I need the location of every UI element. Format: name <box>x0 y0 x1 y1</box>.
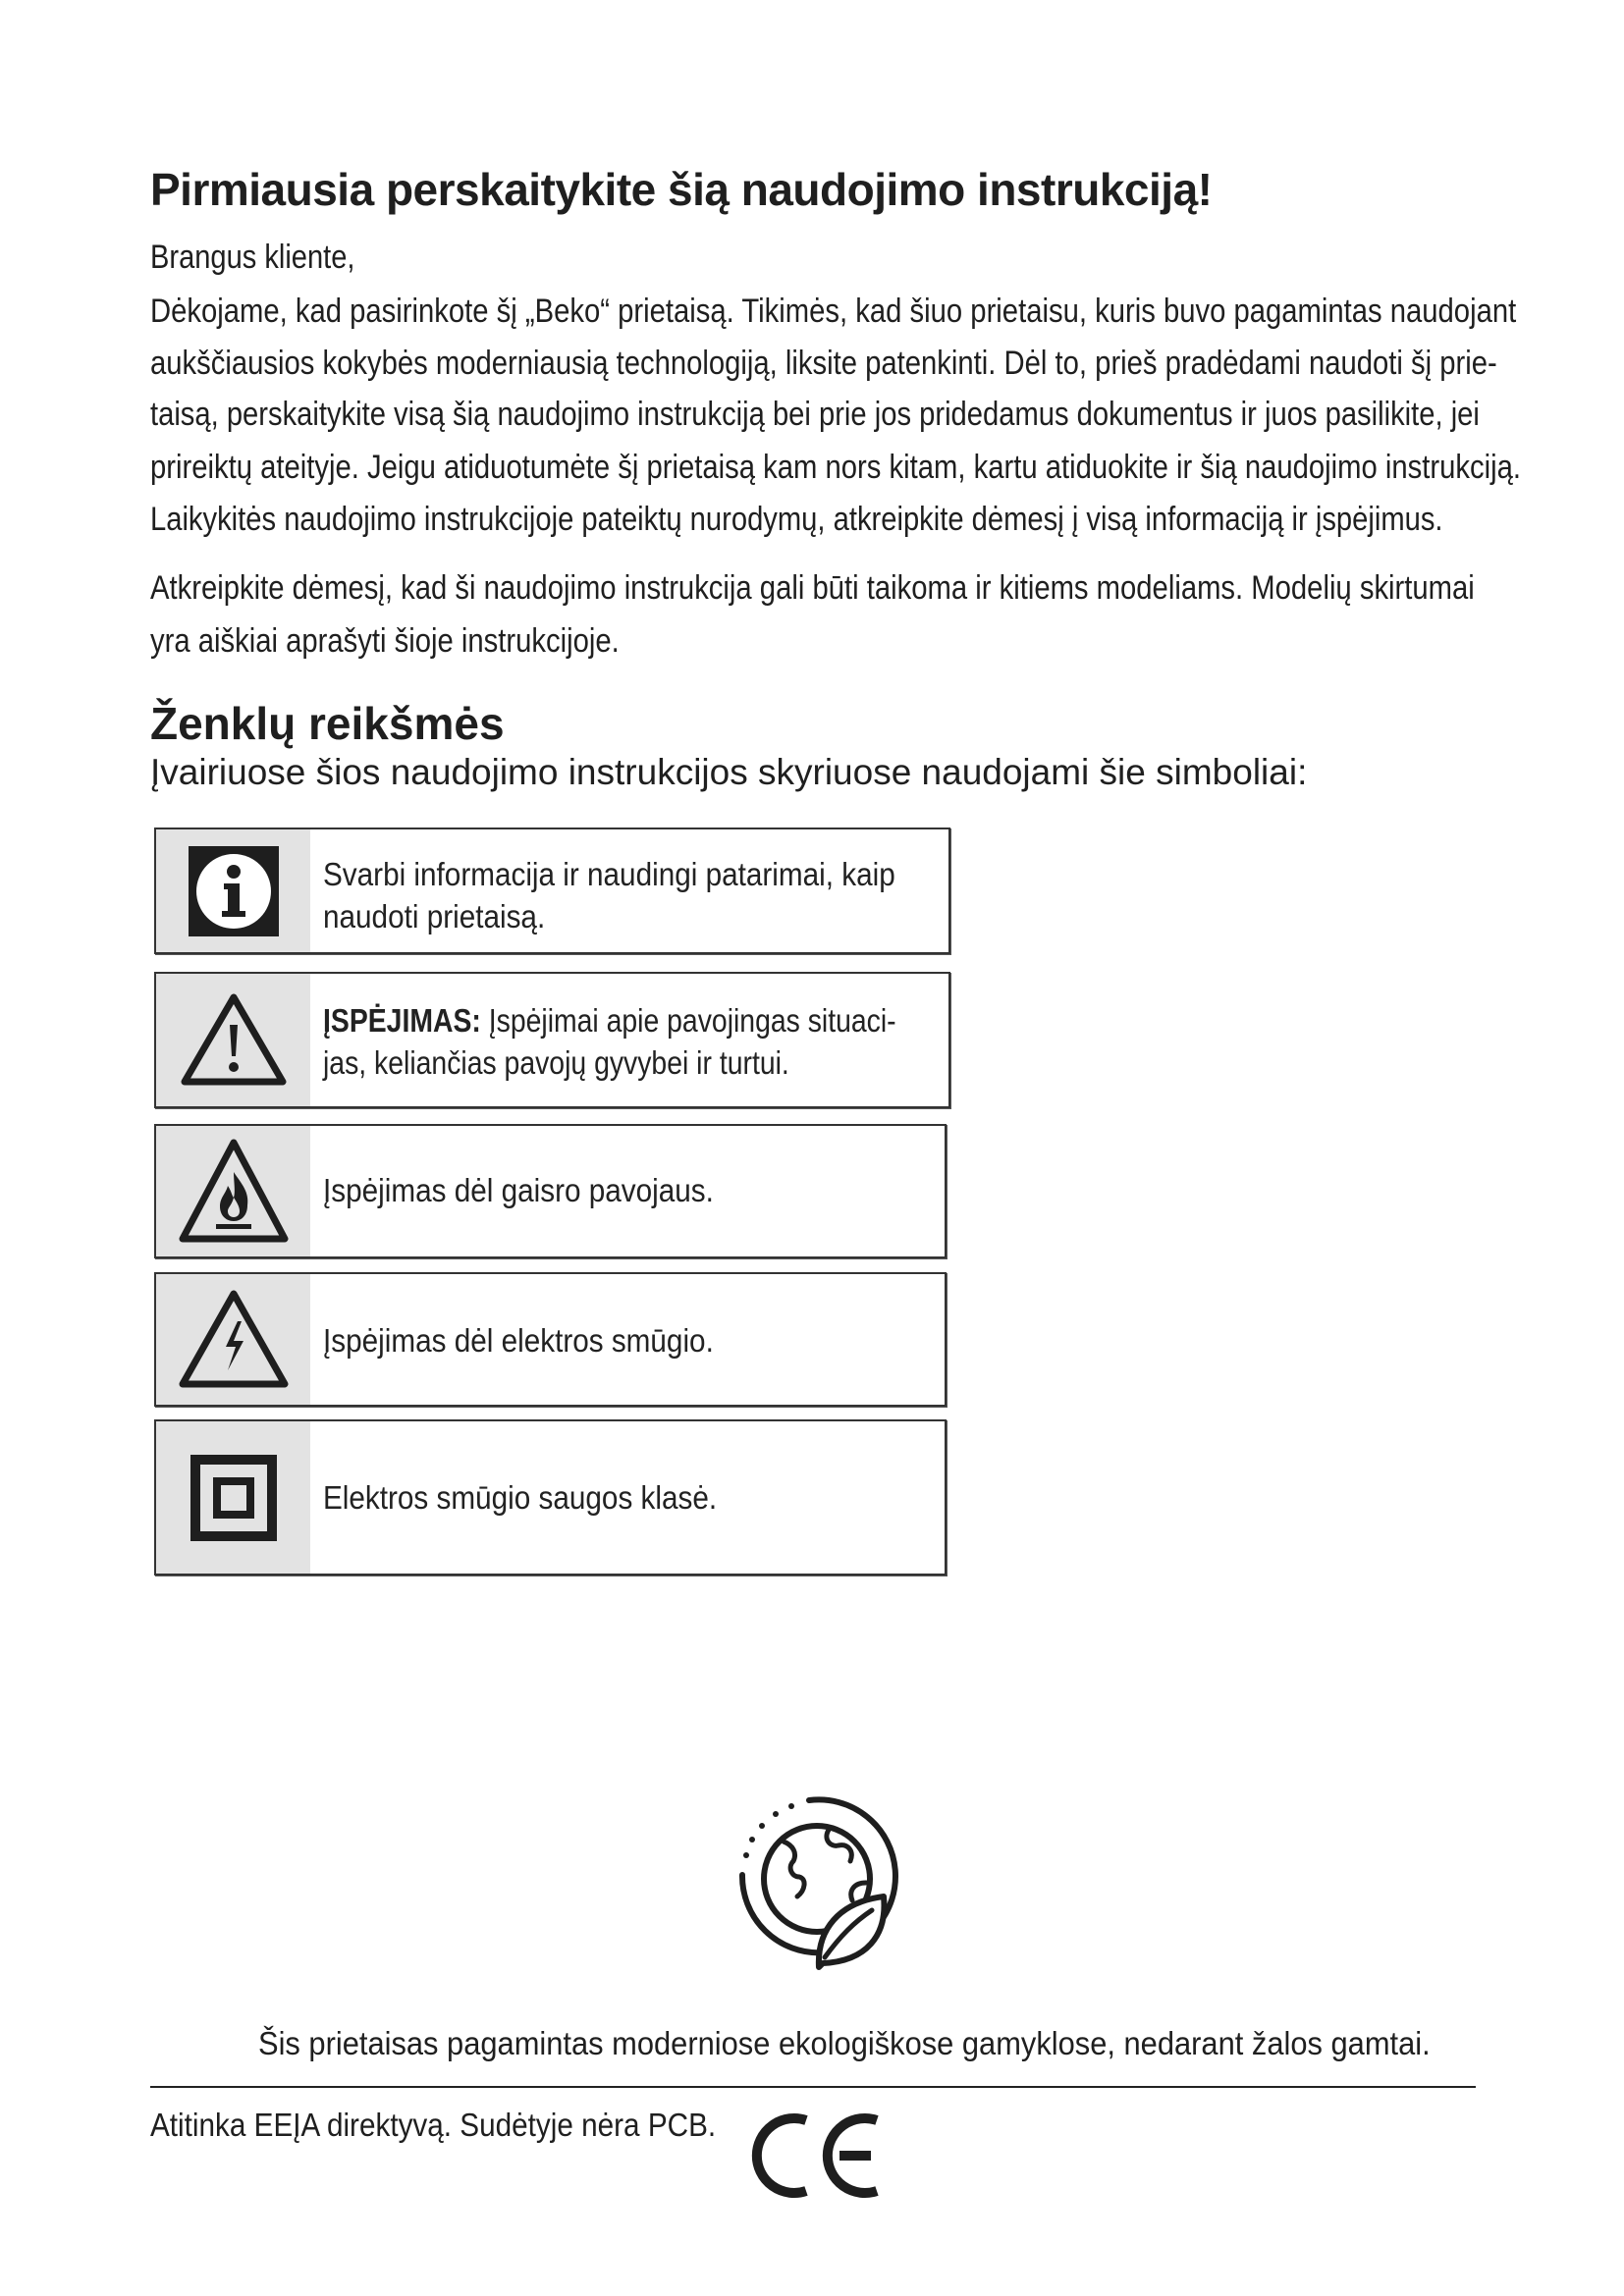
intro-line: aukščiausios kokybės moderniausią technologiją, liksite patenkinti. Dėl to, prieš pradėdami naudoti šį prie- <box>150 345 1497 382</box>
protection-class-icon <box>156 1421 310 1574</box>
symbols-subheading: Įvairiuose šios naudojimo instrukcijos skyriuose naudojami šie simboliai: <box>150 752 1308 792</box>
divider <box>150 2086 1476 2088</box>
note-line: Atkreipkite dėmesį, kad ši naudojimo instrukcija gali būti taikoma ir kitiems modeliams. Modelių skirtumai <box>150 569 1475 607</box>
intro-line: prireiktų ateityje. Jeigu atiduotumėte šį prietaisą kam nors kitam, kartu atiduokite ir šią naudojimo instrukciją. <box>150 449 1522 486</box>
compliance-note: Atitinka EEĮA direktyvą. Sudėtyje nėra PCB. <box>150 2107 717 2143</box>
symbol-row-protection-class <box>154 1419 947 1575</box>
electric-shock-warning-icon <box>156 1274 310 1405</box>
note-line: yra aiškiai aprašyti šioje instrukcijoje. <box>150 622 620 660</box>
symbol-text-line: Įspėjimai apie pavojingas situaci- <box>480 1002 896 1039</box>
symbol-row-info <box>154 828 950 954</box>
info-icon <box>156 829 310 952</box>
symbol-text-line: Svarbi informacija ir naudingi patarimai, kaip <box>323 856 895 892</box>
greeting: Brangus kliente, <box>150 239 355 276</box>
warning-icon <box>156 974 310 1106</box>
symbol-text-line: naudoti prietaisą. <box>323 898 546 934</box>
symbol-bold-label: ĮSPĖJIMAS: <box>323 1002 481 1039</box>
eco-globe-leaf-icon <box>729 1792 905 1975</box>
eco-statement: Šis prietaisas pagamintas moderniose ekologiškose gamyklose, nedarant žalos gamtai. <box>258 2025 1431 2061</box>
symbol-row-electric-shock <box>154 1272 947 1407</box>
fire-warning-icon <box>156 1126 310 1256</box>
symbol-text-line: jas, keliančias pavojų gyvybei ir turtui. <box>323 1044 789 1081</box>
symbol-row-fire <box>154 1124 947 1258</box>
ce-mark-icon <box>749 2107 883 2205</box>
symbol-text-line: Elektros smūgio saugos klasė. <box>323 1479 718 1516</box>
page-title: Pirmiausia perskaitykite šią naudojimo instrukciją! <box>150 164 1213 215</box>
intro-line: Laikykitės naudojimo instrukcijoje pateiktų nurodymų, atkreipkite dėmesį į visą informaciją ir įspėjimus. <box>150 501 1443 538</box>
symbol-text-line: Įspėjimas dėl elektros smūgio. <box>323 1322 714 1359</box>
intro-line: Dėkojame, kad pasirinkote šį „Beko“ prietaisą. Tikimės, kad šiuo prietaisu, kuris buvo pagamintas naudojant <box>150 293 1517 330</box>
intro-line: taisą, perskaitykite visą šią naudojimo instrukciją bei prie jos pridedamus dokumentus ir juos pasilikite, jei <box>150 396 1480 433</box>
symbols-heading: Ženklų reikšmės <box>150 698 505 749</box>
symbol-row-warning <box>154 972 950 1108</box>
symbol-text-line: Įspėjimas dėl gaisro pavojaus. <box>323 1172 714 1208</box>
